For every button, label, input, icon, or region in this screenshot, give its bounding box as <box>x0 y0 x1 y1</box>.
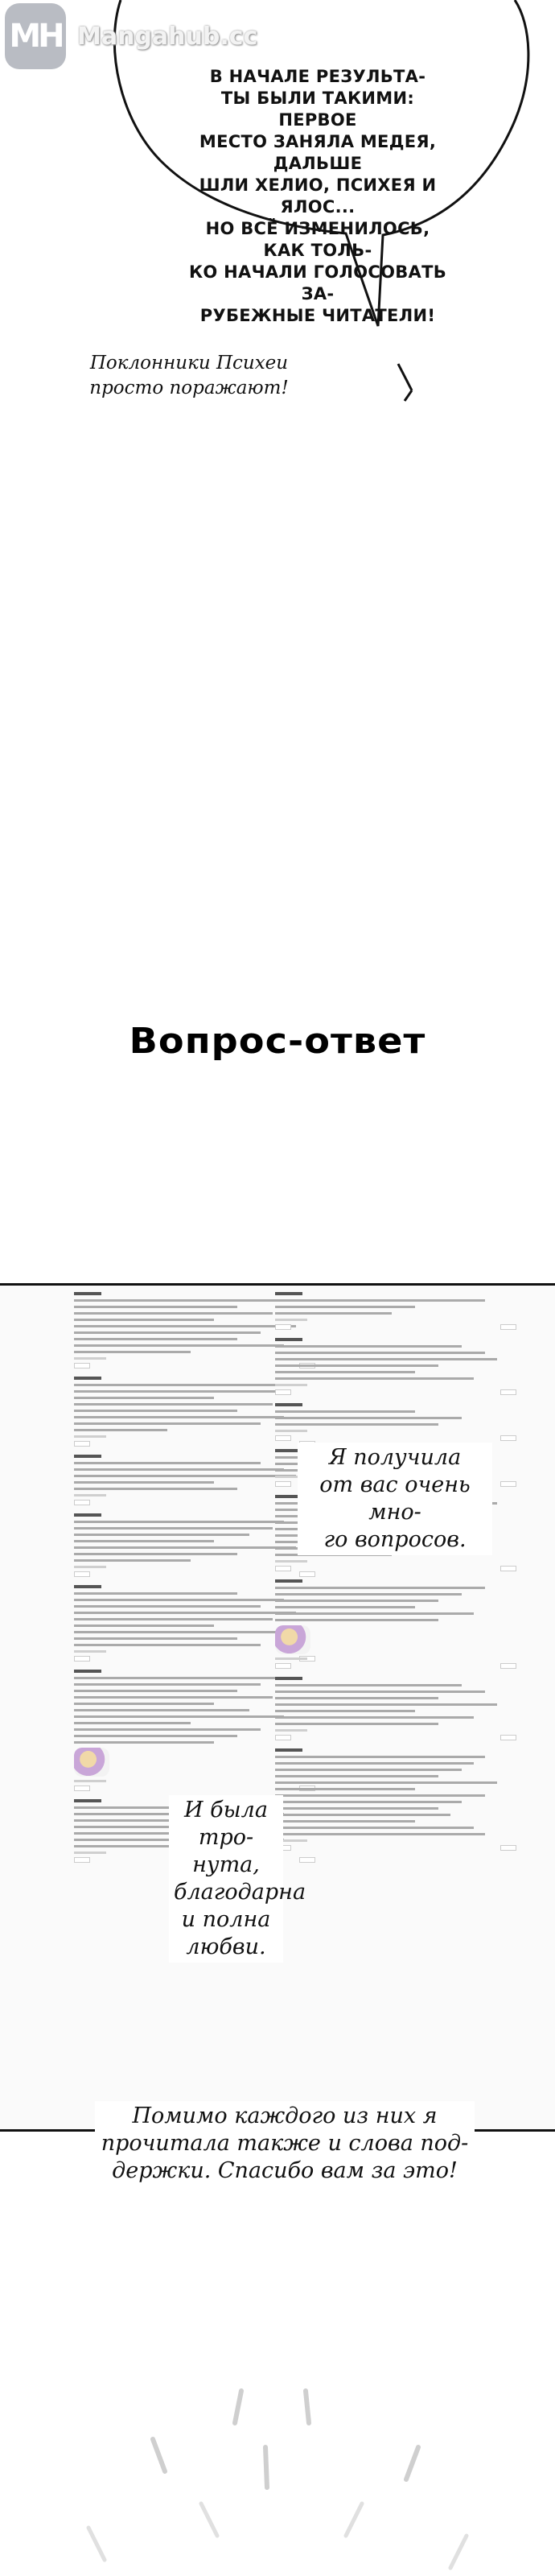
comment-text-line <box>74 1599 284 1601</box>
comment-actions <box>275 1663 516 1669</box>
comment-text-line <box>275 1833 485 1835</box>
comment-text-line <box>74 1403 273 1406</box>
comments-column-right <box>275 1286 516 2129</box>
comment-author <box>275 1338 302 1341</box>
comment-text-line <box>74 1677 284 1679</box>
comment-text-line <box>74 1728 261 1731</box>
comment-text-line <box>275 1364 438 1367</box>
comment-text-line <box>275 1690 485 1693</box>
comment-text-line <box>74 1631 284 1633</box>
comment-text-line <box>74 1722 191 1724</box>
comment-text-line <box>74 1462 261 1464</box>
comment-text-line <box>74 1344 284 1347</box>
comment-text-line <box>275 1312 392 1315</box>
comment-text-line <box>74 1312 273 1315</box>
comment-text-line <box>275 1820 415 1823</box>
comment-text-line <box>74 1306 237 1308</box>
comment-text-line <box>74 1325 296 1327</box>
comment-date <box>74 1650 106 1653</box>
comment-text-line <box>74 1384 296 1386</box>
comment-author <box>275 1748 302 1752</box>
comment-text-line <box>74 1397 214 1399</box>
comment-date <box>275 1430 307 1432</box>
caption-psyche-fans: Поклонники Психеи просто поражают! <box>89 353 289 398</box>
comment-text-line <box>275 1587 485 1589</box>
comment-text-line <box>275 1410 415 1413</box>
comment-text-line <box>74 1422 261 1425</box>
comment-text-line <box>275 1612 474 1615</box>
comment-text-line <box>74 1468 284 1471</box>
comment-sticker <box>74 1748 109 1777</box>
comment-author <box>275 1403 302 1406</box>
comment-author <box>74 1292 101 1295</box>
comment-text-line <box>275 1697 438 1699</box>
comment-text-line <box>74 1612 296 1614</box>
comment-text-line <box>74 1416 284 1418</box>
watermark-site: Mangahub.cc <box>77 22 258 51</box>
comment-text-line <box>74 1709 249 1711</box>
comment-date <box>74 1566 106 1568</box>
comment-text-line <box>275 1723 438 1725</box>
comment-text-line <box>275 1606 415 1608</box>
comment-text-line <box>275 1352 485 1354</box>
comment-text-line <box>74 1592 237 1595</box>
comment-item <box>275 1579 516 1669</box>
qa-title: Вопрос-ответ <box>129 1021 426 1062</box>
comment-author <box>74 1377 101 1380</box>
comment-sticker <box>275 1625 310 1654</box>
comment-text-line <box>275 1593 462 1596</box>
comment-text-line <box>74 1475 296 1477</box>
comment-text-line <box>74 1319 214 1321</box>
comment-text-line <box>275 1769 462 1771</box>
comment-text-line <box>275 1788 415 1790</box>
comment-author <box>275 1677 302 1680</box>
comment-author <box>74 1670 101 1673</box>
comment-actions <box>275 1845 516 1851</box>
comment-text-line <box>74 1696 273 1699</box>
comment-text-line <box>275 1703 497 1706</box>
comment-text-line <box>74 1410 237 1412</box>
comment-text-line <box>74 1299 284 1302</box>
comment-actions <box>275 1324 516 1330</box>
comment-date <box>275 1729 307 1732</box>
comment-text-line <box>74 1605 261 1608</box>
comment-text-line <box>74 1527 273 1530</box>
comment-text-line <box>74 1351 191 1353</box>
comment-text-line <box>74 1553 237 1555</box>
comment-date <box>74 1852 106 1854</box>
comment-text-line <box>275 1299 485 1302</box>
comment-text-line <box>74 1534 249 1536</box>
comment-text-line <box>74 1741 214 1744</box>
comment-date <box>74 1780 106 1782</box>
comment-author <box>74 1513 101 1517</box>
comment-item <box>275 1403 516 1441</box>
comment-text-line <box>74 1540 214 1542</box>
comment-author <box>74 1455 101 1458</box>
comment-text-line <box>74 1644 261 1646</box>
comment-text-line <box>74 1637 237 1640</box>
comment-item <box>275 1292 516 1330</box>
comment-text-line <box>74 1703 214 1705</box>
comment-text-line <box>74 1429 167 1431</box>
comment-actions <box>275 1389 516 1395</box>
comment-text-line <box>74 1559 191 1562</box>
comment-text-line <box>275 1371 415 1373</box>
comment-author <box>74 1799 101 1802</box>
comment-item <box>275 1748 516 1851</box>
comment-author <box>275 1579 302 1583</box>
comment-actions <box>275 1435 516 1441</box>
comment-text-line <box>275 1801 462 1803</box>
comment-text-line <box>275 1423 438 1426</box>
comment-text-line <box>275 1807 438 1810</box>
comment-actions <box>275 1566 516 1571</box>
caption-touched: И была тро- нута, благодарна и полна любви. <box>169 1795 283 1963</box>
comment-text-line <box>275 1827 474 1829</box>
comment-text-line <box>275 1710 415 1712</box>
comment-text-line <box>275 1762 474 1765</box>
comment-text-line <box>74 1618 273 1620</box>
watermark <box>5 3 257 69</box>
comment-text-line <box>275 1417 462 1419</box>
comment-item <box>275 1338 516 1395</box>
comment-date <box>275 1384 307 1386</box>
comment-actions <box>275 1735 516 1740</box>
comment-text-line <box>74 1481 214 1484</box>
comment-text-line <box>275 1377 474 1380</box>
comment-text-line <box>74 1331 261 1334</box>
comment-text-line <box>275 1684 462 1686</box>
comment-date <box>275 1657 307 1660</box>
comment-date <box>74 1357 106 1360</box>
caption-thanks: Помимо каждого из них я прочитала также и слова под- держки. Спасибо вам за это! <box>95 2101 475 2186</box>
comment-text-line <box>74 1624 214 1627</box>
comment-text-line <box>275 1358 497 1360</box>
comment-author <box>275 1292 302 1295</box>
comment-text-line <box>74 1735 237 1737</box>
comment-text-line <box>74 1488 237 1490</box>
comment-text-line <box>74 1715 284 1718</box>
caption-many-questions: Я получила от вас очень мно- го вопросов. <box>298 1443 492 1555</box>
comments-screenshot-panel <box>0 1283 555 2132</box>
comment-text-line <box>275 1345 462 1348</box>
comment-text-line <box>275 1781 497 1784</box>
comment-date <box>275 1319 307 1321</box>
comment-item <box>275 1677 516 1740</box>
comment-date <box>74 1494 106 1496</box>
comment-text-line <box>74 1546 296 1549</box>
comment-date <box>74 1435 106 1438</box>
comment-text-line <box>74 1683 261 1686</box>
comment-text-line <box>275 1756 485 1758</box>
comment-text-line <box>275 1600 438 1602</box>
comment-date <box>275 1560 307 1563</box>
comment-text-line <box>74 1690 237 1692</box>
comment-text-line <box>275 1775 438 1777</box>
comment-text-line <box>275 1619 438 1621</box>
watermark-logo: MH <box>5 3 66 69</box>
comment-author <box>74 1585 101 1588</box>
comment-text-line <box>275 1814 450 1816</box>
comment-text-line <box>275 1306 415 1308</box>
comment-text-line <box>275 1716 474 1719</box>
comment-text-line <box>275 1794 485 1797</box>
comment-text-line <box>74 1338 237 1340</box>
comment-text-line <box>74 1390 284 1393</box>
speech-bubble-text: В НАЧАЛЕ РЕЗУЛЬТА- ТЫ БЫЛИ ТАКИМИ: ПЕРВОЕ МЕСТО ЗАНЯЛА МЕДЕЯ, ДАЛЬШЕ ШЛИ ХЕЛИО, ПСИХЕЯ И ЯЛОС... НО ВСЁ ИЗМЕНИЛОСЬ, КАК ТОЛЬ- КО НАЧАЛИ ГОЛОСОВАТЬ ЗА- РУБЕЖНЫЕ ЧИТАТЕЛИ! <box>188 67 447 325</box>
comment-text-line <box>74 1521 284 1523</box>
